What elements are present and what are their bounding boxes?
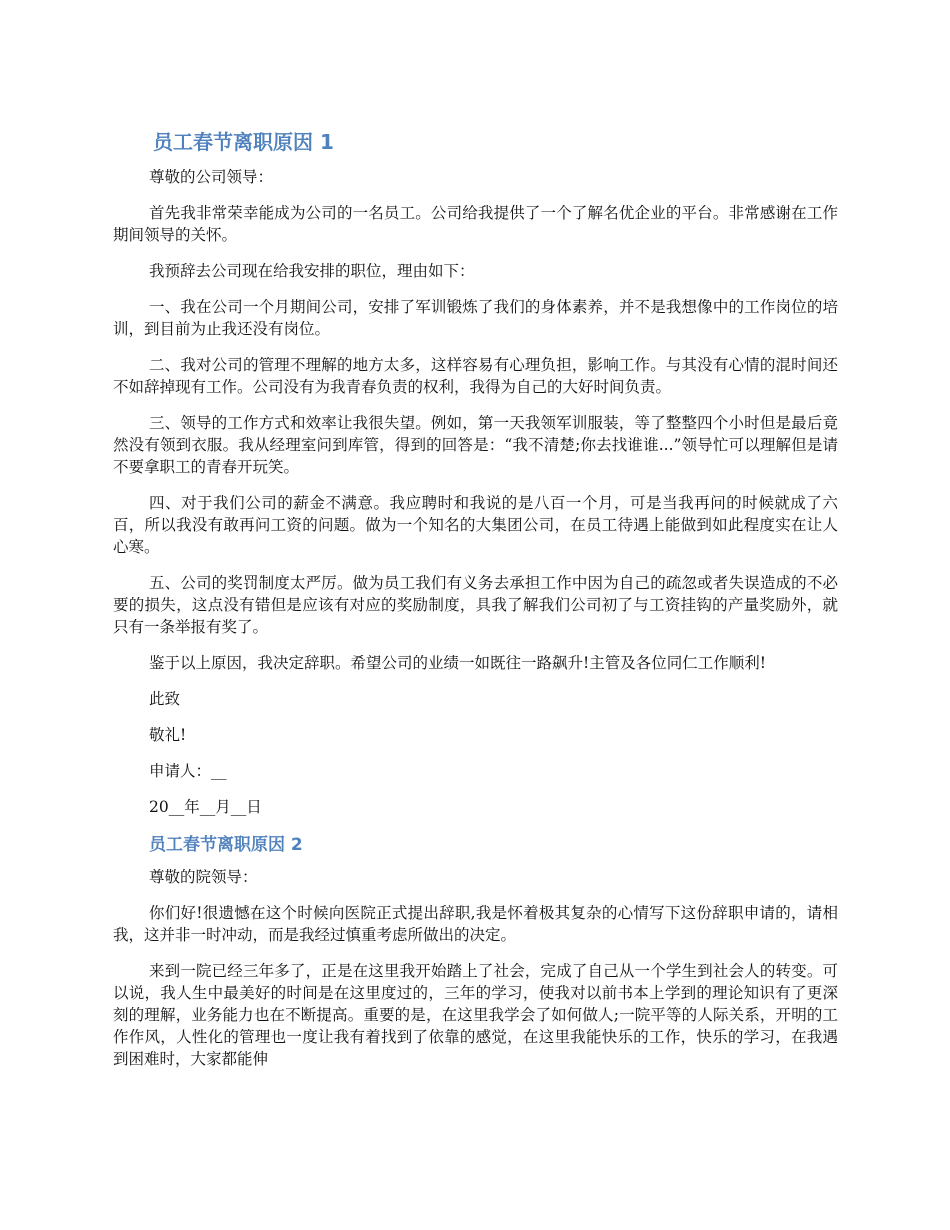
- body-paragraph: 来到一院已经三年多了，正是在这里我开始踏上了社会，完成了自己从一个学生到社会人的转变。可以说，我人生中最美好的时间是在这里度过的，三年的学习，使我对以前书本上学到的理论知识有了更深刻的理解，业务能力也在不断提高。重要的是，在这里我学会了如何做人;一院平等的人际关系，开明的工作作风，人性化的管理也一度让我有着找到了依靠的感觉，在这里我能快乐的工作，快乐的学习，在我遇到困难时，大家都能伸: [113, 962, 838, 1068]
- salutation: 尊敬的院领导：: [149, 868, 258, 886]
- section2-title: 员工春节离职原因 2: [149, 835, 303, 855]
- body-paragraph: 你们好!很遗憾在这个时候向医院正式提出辞职,我是怀着极其复杂的心情写下这份辞职申请的，请相我，这并非一时冲动，而是我经过慎重考虑所做出的决定。: [113, 904, 838, 944]
- body-paragraph: 四、对于我们公司的薪金不满意。我应聘时和我说的是八百一个月，可是当我再问的时候就成了六百，所以我没有敢再问工资的问题。做为一个知名的大集团公司，在员工待遇上能做到如此程度实在让人心寒。: [113, 494, 838, 556]
- body-paragraph: 五、公司的奖罚制度太严厉。做为员工我们有义务去承担工作中因为自己的疏忽或者失误造成的不必要的损失，这点没有错但是应该有对应的奖励制度，具我了解我们公司初了与工资挂钩的产量奖励外，就只有一条举报有奖了。: [113, 574, 838, 636]
- section2-body: [113, 866, 838, 1070]
- closing-line: 敬礼!: [149, 726, 187, 744]
- body-paragraph: 我预辞去公司现在给我安排的职位，理由如下：: [149, 262, 475, 280]
- date-line: 20__年__月__日: [149, 798, 262, 816]
- body-paragraph: 二、我对公司的管理不理解的地方太多，这样容易有心理负担，影响工作。与其没有心情的混时间还不如辞掉现有工作。公司没有为我青春负责的权利，我得为自己的大好时间负责。: [113, 356, 838, 396]
- body-paragraph: 三、领导的工作方式和效率让我很失望。例如，第一天我领军训服装，等了整整四个小时但是最后竟然没有领到衣服。我从经理室问到库管，得到的回答是：“我不清楚;你去找谁谁...”领导忙可以理解但是请不要拿职工的青春开玩笑。: [113, 414, 838, 476]
- salutation: 尊敬的公司领导：: [149, 168, 274, 186]
- applicant-line: 申请人：__: [149, 762, 227, 780]
- document-page: [113, 128, 838, 1084]
- section1-title: 员工春节离职原因 1: [153, 130, 334, 154]
- body-paragraph: 鉴于以上原因，我决定辞职。希望公司的业绩一如既往一路飙升!主管及各位同仁工作顺利!: [149, 654, 766, 672]
- body-paragraph: 首先我非常荣幸能成为公司的一名员工。公司给我提供了一个了解名优企业的平台。非常感谢在工作期间领导的关怀。: [113, 204, 838, 244]
- body-paragraph: 一、我在公司一个月期间公司，安排了军训锻炼了我们的身体素养，并不是我想像中的工作岗位的培训，到目前为止我还没有岗位。: [113, 298, 838, 338]
- closing-line: 此致: [149, 690, 181, 708]
- section1-body: [113, 166, 838, 818]
